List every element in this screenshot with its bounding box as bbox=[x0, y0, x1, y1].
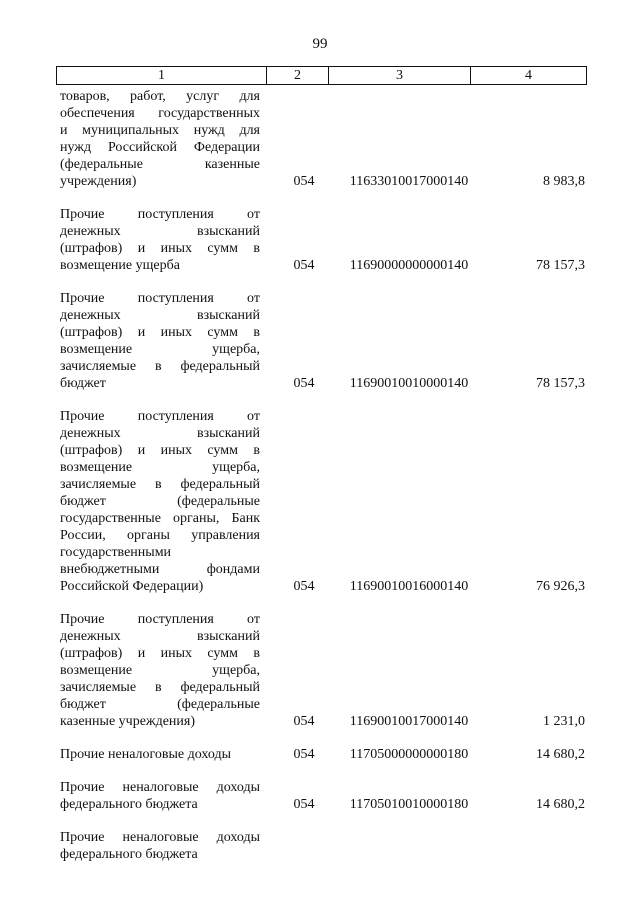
column-header-3: 3 bbox=[329, 67, 471, 84]
revenue-name-line: Прочие поступления от bbox=[60, 291, 260, 306]
budget-classification-code: 11705010010000180 bbox=[349, 797, 469, 812]
table-row bbox=[60, 206, 587, 274]
revenue-name bbox=[60, 88, 260, 190]
revenue-name bbox=[60, 290, 260, 392]
admin-code: 054 bbox=[293, 797, 315, 812]
revenue-name-line: федерального бюджета bbox=[60, 797, 198, 812]
revenue-name-line: бюджет (федеральные bbox=[60, 494, 260, 509]
revenue-name-line: (штрафов) и иных сумм в bbox=[60, 325, 260, 340]
revenue-name-line: бюджет bbox=[60, 376, 106, 391]
table-row bbox=[60, 88, 587, 190]
revenue-name-line: возмещение ущерба, bbox=[60, 342, 260, 357]
revenue-name-line: казенные учреждения) bbox=[60, 714, 196, 729]
revenue-name-line: денежных взысканий bbox=[60, 426, 260, 441]
revenue-name bbox=[60, 779, 260, 813]
revenue-name-line: (штрафов) и иных сумм в bbox=[60, 241, 260, 256]
amount: 14 680,2 bbox=[536, 747, 585, 762]
revenue-name-line: денежных взысканий bbox=[60, 308, 260, 323]
column-header-2: 2 bbox=[267, 67, 329, 84]
revenue-name bbox=[60, 829, 260, 863]
admin-code: 054 bbox=[293, 579, 315, 594]
admin-code: 054 bbox=[293, 376, 315, 391]
page-number: 99 bbox=[312, 36, 328, 52]
budget-classification-code: 11690010016000140 bbox=[349, 579, 469, 594]
admin-code: 054 bbox=[293, 174, 315, 189]
revenue-name-line: учреждения) bbox=[60, 174, 137, 189]
column-header-row bbox=[56, 66, 587, 85]
budget-classification-code: 11633010017000140 bbox=[349, 174, 469, 189]
revenue-name-line: денежных взысканий bbox=[60, 224, 260, 239]
revenue-name-line: зачисляемые в федеральный bbox=[60, 477, 260, 492]
revenue-name bbox=[60, 408, 260, 595]
table-row bbox=[60, 779, 587, 813]
revenue-name-line: зачисляемые в федеральный bbox=[60, 680, 260, 695]
revenue-name-line: Прочие поступления от bbox=[60, 409, 260, 424]
revenue-name-line: внебюджетными фондами bbox=[60, 562, 260, 577]
revenue-name-line: государственными bbox=[60, 545, 172, 560]
revenue-name-line: товаров, работ, услуг для bbox=[60, 89, 260, 104]
amount: 1 231,0 bbox=[543, 714, 585, 729]
amount: 8 983,8 bbox=[543, 174, 585, 189]
table-row bbox=[60, 290, 587, 392]
revenue-name-line: Российской Федерации) bbox=[60, 579, 204, 594]
revenue-name-line: федерального бюджета bbox=[60, 847, 198, 862]
column-header-4: 4 bbox=[525, 68, 532, 83]
table-row bbox=[60, 746, 587, 763]
revenue-name-line: возмещение ущерба, bbox=[60, 460, 260, 475]
table-body bbox=[60, 88, 587, 879]
table-row bbox=[60, 611, 587, 730]
revenue-name-line: (федеральные казенные bbox=[60, 157, 260, 172]
revenue-name-line: возмещение ущерба bbox=[60, 258, 180, 273]
revenue-name-line: (штрафов) и иных сумм в bbox=[60, 443, 260, 458]
budget-classification-code: 11705000000000180 bbox=[349, 747, 469, 762]
admin-code: 054 bbox=[293, 747, 315, 762]
revenue-name bbox=[60, 611, 260, 730]
revenue-name-line: России, органы управления bbox=[60, 528, 260, 543]
revenue-name-line: и муниципальных нужд для bbox=[60, 123, 260, 138]
revenue-name-line: денежных взысканий bbox=[60, 629, 260, 644]
revenue-name-line: Прочие неналоговые доходы bbox=[60, 747, 232, 762]
budget-classification-code: 11690000000000140 bbox=[349, 258, 469, 273]
revenue-name-line: зачисляемые в федеральный bbox=[60, 359, 260, 374]
column-header-1: 1 bbox=[57, 67, 267, 84]
amount: 78 157,3 bbox=[536, 258, 585, 273]
table-row bbox=[60, 408, 587, 595]
revenue-name-line: Прочие неналоговые доходы bbox=[60, 830, 260, 845]
budget-classification-code: 11690010010000140 bbox=[349, 376, 469, 391]
revenue-name bbox=[60, 206, 260, 274]
revenue-name-line: Прочие неналоговые доходы bbox=[60, 780, 260, 795]
admin-code: 054 bbox=[293, 258, 315, 273]
table-row bbox=[60, 829, 587, 863]
amount: 76 926,3 bbox=[536, 579, 585, 594]
revenue-name-line: (штрафов) и иных сумм в bbox=[60, 646, 260, 661]
revenue-name-line: бюджет (федеральные bbox=[60, 697, 260, 712]
revenue-name-line: Прочие поступления от bbox=[60, 612, 260, 627]
admin-code: 054 bbox=[293, 714, 315, 729]
revenue-name-line: Прочие поступления от bbox=[60, 207, 260, 222]
revenue-name-line: обеспечения государственных bbox=[60, 106, 260, 121]
amount: 14 680,2 bbox=[536, 797, 585, 812]
revenue-name-line: государственные органы, Банк bbox=[60, 511, 260, 526]
budget-classification-code: 11690010017000140 bbox=[349, 714, 469, 729]
revenue-name-line: нужд Российской Федерации bbox=[60, 140, 260, 155]
revenue-name bbox=[60, 746, 260, 763]
revenue-name-line: возмещение ущерба, bbox=[60, 663, 260, 678]
amount: 78 157,3 bbox=[536, 376, 585, 391]
